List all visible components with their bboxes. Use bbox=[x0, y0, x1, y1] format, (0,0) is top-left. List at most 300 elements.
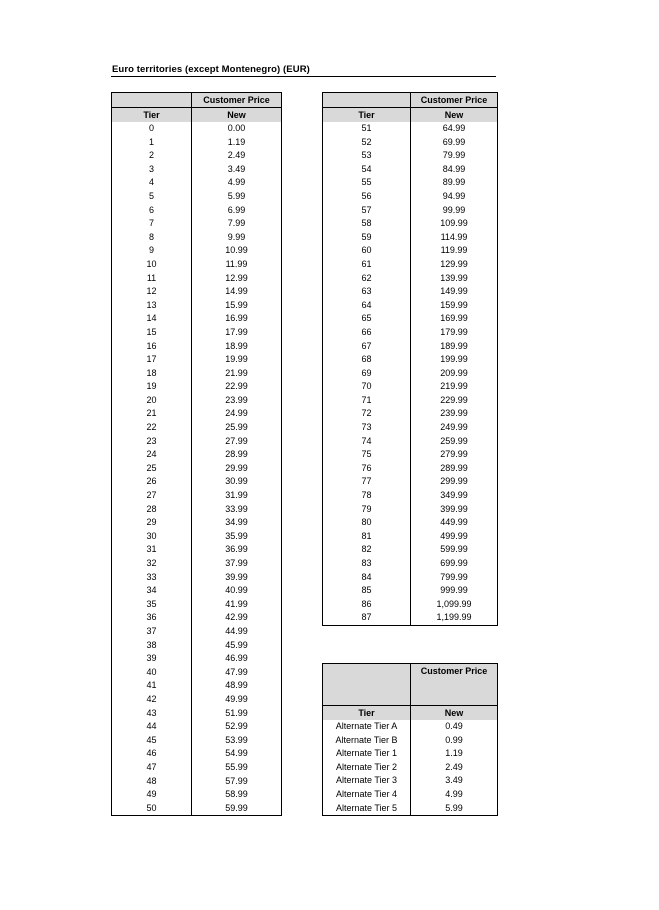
price-cell: 16.99 bbox=[192, 312, 282, 326]
price-cell: 57.99 bbox=[192, 775, 282, 789]
tier-cell: 19 bbox=[112, 380, 192, 394]
price-cell: 84.99 bbox=[411, 163, 498, 177]
table-body bbox=[323, 93, 498, 626]
price-cell: 36.99 bbox=[192, 543, 282, 557]
table-row bbox=[323, 190, 498, 204]
price-cell: 58.99 bbox=[192, 788, 282, 802]
price-cell: 49.99 bbox=[192, 693, 282, 707]
tier-cell: 6 bbox=[112, 204, 192, 218]
table-header-row bbox=[323, 664, 498, 706]
table-header-row bbox=[112, 93, 282, 108]
tier-cell: 7 bbox=[112, 217, 192, 231]
table-row bbox=[323, 571, 498, 585]
price-cell: 30.99 bbox=[192, 475, 282, 489]
price-cell: 0.99 bbox=[411, 734, 498, 748]
tier-cell: 23 bbox=[112, 435, 192, 449]
price-cell: 55.99 bbox=[192, 761, 282, 775]
tier-cell: 44 bbox=[112, 720, 192, 734]
table-row bbox=[323, 462, 498, 476]
tier-cell: 38 bbox=[112, 639, 192, 653]
tier-cell: 67 bbox=[323, 340, 411, 354]
price-cell: 349.99 bbox=[411, 489, 498, 503]
price-cell: 29.99 bbox=[192, 462, 282, 476]
table-row bbox=[323, 747, 498, 761]
table-header-row bbox=[323, 108, 498, 123]
table-row bbox=[112, 693, 282, 707]
tier-cell: 24 bbox=[112, 448, 192, 462]
table-row bbox=[112, 571, 282, 585]
tier-cell: 82 bbox=[323, 543, 411, 557]
table-row bbox=[112, 679, 282, 693]
table-row bbox=[323, 136, 498, 150]
table-row bbox=[112, 340, 282, 354]
price-cell: 19.99 bbox=[192, 353, 282, 367]
price-cell: 9.99 bbox=[192, 231, 282, 245]
column-header-tier: Tier bbox=[112, 108, 192, 123]
table-row bbox=[323, 720, 498, 734]
tier-cell: 76 bbox=[323, 462, 411, 476]
price-table-alternate-tiers bbox=[322, 663, 498, 816]
tier-cell: 65 bbox=[323, 312, 411, 326]
table-row bbox=[112, 258, 282, 272]
price-cell: 119.99 bbox=[411, 244, 498, 258]
table-row bbox=[323, 407, 498, 421]
price-cell: 34.99 bbox=[192, 516, 282, 530]
column-header-customer-price: Customer Price bbox=[411, 93, 498, 108]
price-cell: 129.99 bbox=[411, 258, 498, 272]
tier-cell: 8 bbox=[112, 231, 192, 245]
table-row bbox=[112, 231, 282, 245]
tier-cell: 18 bbox=[112, 367, 192, 381]
tier-cell: 46 bbox=[112, 747, 192, 761]
table-body bbox=[323, 664, 498, 816]
price-cell: 21.99 bbox=[192, 367, 282, 381]
tier-cell: 48 bbox=[112, 775, 192, 789]
tier-cell: 14 bbox=[112, 312, 192, 326]
price-cell: 3.49 bbox=[192, 163, 282, 177]
price-cell: 799.99 bbox=[411, 571, 498, 585]
table-row bbox=[323, 285, 498, 299]
price-cell: 4.99 bbox=[192, 176, 282, 190]
tier-cell: 45 bbox=[112, 734, 192, 748]
table-row bbox=[323, 163, 498, 177]
tier-cell: 55 bbox=[323, 176, 411, 190]
table-row bbox=[112, 353, 282, 367]
price-cell: 229.99 bbox=[411, 394, 498, 408]
price-cell: 79.99 bbox=[411, 149, 498, 163]
tier-cell: 22 bbox=[112, 421, 192, 435]
price-cell: 499.99 bbox=[411, 530, 498, 544]
price-cell: 41.99 bbox=[192, 598, 282, 612]
tier-cell: 47 bbox=[112, 761, 192, 775]
table-row bbox=[323, 584, 498, 598]
tier-cell: 62 bbox=[323, 272, 411, 286]
price-cell: 999.99 bbox=[411, 584, 498, 598]
price-cell: 1.19 bbox=[411, 747, 498, 761]
tier-cell: 74 bbox=[323, 435, 411, 449]
price-cell: 114.99 bbox=[411, 231, 498, 245]
table-row bbox=[323, 394, 498, 408]
table-row bbox=[323, 802, 498, 816]
price-cell: 27.99 bbox=[192, 435, 282, 449]
price-cell: 35.99 bbox=[192, 530, 282, 544]
table-row bbox=[323, 122, 498, 136]
price-cell: 14.99 bbox=[192, 285, 282, 299]
tier-cell: 16 bbox=[112, 340, 192, 354]
column-header-customer-price: Customer Price bbox=[192, 93, 282, 108]
table-row bbox=[112, 448, 282, 462]
tier-cell: 60 bbox=[323, 244, 411, 258]
price-cell: 399.99 bbox=[411, 503, 498, 517]
table-row bbox=[323, 231, 498, 245]
tier-cell: 69 bbox=[323, 367, 411, 381]
price-table-tiers-0-50 bbox=[111, 92, 282, 816]
table-row bbox=[323, 503, 498, 517]
table-row bbox=[323, 774, 498, 788]
price-cell: 259.99 bbox=[411, 435, 498, 449]
table-row bbox=[112, 190, 282, 204]
table-row bbox=[112, 367, 282, 381]
table-row bbox=[323, 611, 498, 625]
price-cell: 159.99 bbox=[411, 299, 498, 313]
price-cell: 219.99 bbox=[411, 380, 498, 394]
table-row bbox=[112, 557, 282, 571]
price-cell: 0.49 bbox=[411, 720, 498, 734]
tier-cell: 1 bbox=[112, 136, 192, 150]
tier-cell: 49 bbox=[112, 788, 192, 802]
tier-cell: 37 bbox=[112, 625, 192, 639]
table-row bbox=[112, 380, 282, 394]
price-cell: 2.49 bbox=[192, 149, 282, 163]
price-cell: 48.99 bbox=[192, 679, 282, 693]
price-cell: 2.49 bbox=[411, 761, 498, 775]
tier-cell: 15 bbox=[112, 326, 192, 340]
tier-cell: 0 bbox=[112, 122, 192, 136]
tier-cell: 27 bbox=[112, 489, 192, 503]
price-cell: 53.99 bbox=[192, 734, 282, 748]
column-header-new: New bbox=[411, 108, 498, 123]
column-header-tier-blank bbox=[112, 93, 192, 108]
price-cell: 189.99 bbox=[411, 340, 498, 354]
table-row bbox=[112, 734, 282, 748]
price-cell: 699.99 bbox=[411, 557, 498, 571]
tier-cell: 66 bbox=[323, 326, 411, 340]
tier-cell: 21 bbox=[112, 407, 192, 421]
price-cell: 5.99 bbox=[192, 190, 282, 204]
tier-cell: 71 bbox=[323, 394, 411, 408]
price-cell: 11.99 bbox=[192, 258, 282, 272]
tier-cell: 11 bbox=[112, 272, 192, 286]
tier-cell: 35 bbox=[112, 598, 192, 612]
price-cell: 42.99 bbox=[192, 611, 282, 625]
table-row bbox=[112, 543, 282, 557]
tier-cell: 32 bbox=[112, 557, 192, 571]
price-cell: 47.99 bbox=[192, 666, 282, 680]
tier-cell: 13 bbox=[112, 299, 192, 313]
price-cell: 46.99 bbox=[192, 652, 282, 666]
tier-cell: Alternate Tier A bbox=[323, 720, 411, 734]
price-cell: 599.99 bbox=[411, 543, 498, 557]
table-row bbox=[323, 598, 498, 612]
table-row bbox=[112, 272, 282, 286]
table-row bbox=[323, 421, 498, 435]
price-cell: 149.99 bbox=[411, 285, 498, 299]
price-cell: 209.99 bbox=[411, 367, 498, 381]
tier-cell: 51 bbox=[323, 122, 411, 136]
table-row bbox=[323, 734, 498, 748]
tier-cell: Alternate Tier 1 bbox=[323, 747, 411, 761]
table-row bbox=[112, 639, 282, 653]
table-row bbox=[112, 394, 282, 408]
tier-cell: 86 bbox=[323, 598, 411, 612]
tier-cell: 28 bbox=[112, 503, 192, 517]
price-cell: 249.99 bbox=[411, 421, 498, 435]
tier-cell: Alternate Tier 4 bbox=[323, 788, 411, 802]
price-cell: 37.99 bbox=[192, 557, 282, 571]
table-row bbox=[323, 217, 498, 231]
table-row bbox=[323, 367, 498, 381]
tier-cell: Alternate Tier B bbox=[323, 734, 411, 748]
price-cell: 23.99 bbox=[192, 394, 282, 408]
tier-cell: 52 bbox=[323, 136, 411, 150]
table-row bbox=[112, 598, 282, 612]
column-header-new: New bbox=[411, 706, 498, 721]
price-cell: 1.19 bbox=[192, 136, 282, 150]
tier-cell: 81 bbox=[323, 530, 411, 544]
price-cell: 25.99 bbox=[192, 421, 282, 435]
price-cell: 59.99 bbox=[192, 802, 282, 816]
tier-cell: 4 bbox=[112, 176, 192, 190]
price-cell: 3.49 bbox=[411, 774, 498, 788]
price-cell: 24.99 bbox=[192, 407, 282, 421]
tier-cell: 53 bbox=[323, 149, 411, 163]
page-title: Euro territories (except Montenegro) (EUR) bbox=[112, 64, 310, 75]
price-cell: 12.99 bbox=[192, 272, 282, 286]
tier-cell: 85 bbox=[323, 584, 411, 598]
table-row bbox=[112, 530, 282, 544]
table-row bbox=[112, 312, 282, 326]
table-row bbox=[112, 299, 282, 313]
table-row bbox=[323, 176, 498, 190]
tier-cell: 39 bbox=[112, 652, 192, 666]
table-row bbox=[112, 584, 282, 598]
tier-cell: 77 bbox=[323, 475, 411, 489]
tier-cell: 5 bbox=[112, 190, 192, 204]
price-cell: 52.99 bbox=[192, 720, 282, 734]
table-row bbox=[112, 136, 282, 150]
tier-cell: 80 bbox=[323, 516, 411, 530]
price-cell: 5.99 bbox=[411, 802, 498, 816]
table-row bbox=[323, 516, 498, 530]
price-cell: 69.99 bbox=[411, 136, 498, 150]
price-cell: 89.99 bbox=[411, 176, 498, 190]
table-row bbox=[323, 149, 498, 163]
tier-cell: 10 bbox=[112, 258, 192, 272]
table-row bbox=[112, 326, 282, 340]
price-cell: 31.99 bbox=[192, 489, 282, 503]
price-cell: 109.99 bbox=[411, 217, 498, 231]
table-row bbox=[323, 530, 498, 544]
table-row bbox=[323, 489, 498, 503]
tier-cell: 40 bbox=[112, 666, 192, 680]
table-row bbox=[323, 448, 498, 462]
title-underline bbox=[111, 76, 496, 77]
price-cell: 17.99 bbox=[192, 326, 282, 340]
tier-cell: 17 bbox=[112, 353, 192, 367]
table-row bbox=[112, 666, 282, 680]
table-header-row bbox=[323, 706, 498, 721]
tier-cell: 58 bbox=[323, 217, 411, 231]
table-row bbox=[323, 299, 498, 313]
table-row bbox=[112, 761, 282, 775]
table-row bbox=[112, 244, 282, 258]
tier-cell: 54 bbox=[323, 163, 411, 177]
table-row bbox=[112, 176, 282, 190]
table-row bbox=[112, 747, 282, 761]
tier-cell: 56 bbox=[323, 190, 411, 204]
column-header-tier: Tier bbox=[323, 108, 411, 123]
table-row bbox=[323, 353, 498, 367]
tier-cell: 70 bbox=[323, 380, 411, 394]
table-row bbox=[323, 543, 498, 557]
price-cell: 1,099.99 bbox=[411, 598, 498, 612]
tier-cell: 29 bbox=[112, 516, 192, 530]
price-cell: 1,199.99 bbox=[411, 611, 498, 625]
table-row bbox=[323, 272, 498, 286]
tier-cell: 87 bbox=[323, 611, 411, 625]
table-row bbox=[112, 707, 282, 721]
price-cell: 299.99 bbox=[411, 475, 498, 489]
table-row bbox=[323, 557, 498, 571]
tier-cell: 73 bbox=[323, 421, 411, 435]
price-cell: 4.99 bbox=[411, 788, 498, 802]
table-row bbox=[112, 720, 282, 734]
price-cell: 64.99 bbox=[411, 122, 498, 136]
table-body bbox=[112, 93, 282, 816]
price-cell: 94.99 bbox=[411, 190, 498, 204]
tier-cell: 43 bbox=[112, 707, 192, 721]
price-cell: 33.99 bbox=[192, 503, 282, 517]
price-cell: 6.99 bbox=[192, 204, 282, 218]
table-row bbox=[112, 217, 282, 231]
tier-cell: 3 bbox=[112, 163, 192, 177]
tier-cell: 20 bbox=[112, 394, 192, 408]
tier-cell: 34 bbox=[112, 584, 192, 598]
table-header-row bbox=[323, 93, 498, 108]
table-row bbox=[112, 285, 282, 299]
table-row bbox=[323, 340, 498, 354]
price-cell: 54.99 bbox=[192, 747, 282, 761]
table-row bbox=[323, 244, 498, 258]
price-cell: 22.99 bbox=[192, 380, 282, 394]
tier-cell: 31 bbox=[112, 543, 192, 557]
tier-cell: 68 bbox=[323, 353, 411, 367]
column-header-tier-blank bbox=[323, 664, 411, 706]
table-row bbox=[112, 163, 282, 177]
tier-cell: 64 bbox=[323, 299, 411, 313]
price-cell: 51.99 bbox=[192, 707, 282, 721]
table-row bbox=[323, 312, 498, 326]
table-row bbox=[112, 516, 282, 530]
price-cell: 169.99 bbox=[411, 312, 498, 326]
price-cell: 139.99 bbox=[411, 272, 498, 286]
price-cell: 199.99 bbox=[411, 353, 498, 367]
price-table-tiers-51-87 bbox=[322, 92, 498, 626]
tier-cell: 75 bbox=[323, 448, 411, 462]
price-cell: 18.99 bbox=[192, 340, 282, 354]
tier-cell: 33 bbox=[112, 571, 192, 585]
table-row bbox=[323, 380, 498, 394]
tier-cell: 79 bbox=[323, 503, 411, 517]
tier-cell: 59 bbox=[323, 231, 411, 245]
price-cell: 279.99 bbox=[411, 448, 498, 462]
price-cell: 45.99 bbox=[192, 639, 282, 653]
table-row bbox=[323, 326, 498, 340]
table-row bbox=[323, 475, 498, 489]
table-row bbox=[112, 625, 282, 639]
column-header-new: New bbox=[192, 108, 282, 123]
table-row bbox=[323, 204, 498, 218]
table-row bbox=[112, 652, 282, 666]
table-row bbox=[112, 435, 282, 449]
table-row bbox=[323, 258, 498, 272]
table-row bbox=[112, 421, 282, 435]
price-cell: 7.99 bbox=[192, 217, 282, 231]
tier-cell: Alternate Tier 5 bbox=[323, 802, 411, 816]
price-cell: 179.99 bbox=[411, 326, 498, 340]
table-header-row bbox=[112, 108, 282, 123]
tier-cell: 57 bbox=[323, 204, 411, 218]
tier-cell: 36 bbox=[112, 611, 192, 625]
table-row bbox=[112, 407, 282, 421]
tier-cell: Alternate Tier 3 bbox=[323, 774, 411, 788]
table-row bbox=[112, 489, 282, 503]
table-row bbox=[112, 788, 282, 802]
tier-cell: 2 bbox=[112, 149, 192, 163]
table-row bbox=[112, 204, 282, 218]
table-row bbox=[112, 475, 282, 489]
table-row bbox=[112, 802, 282, 816]
tier-cell: 83 bbox=[323, 557, 411, 571]
table-row bbox=[323, 435, 498, 449]
tier-cell: 50 bbox=[112, 802, 192, 816]
table-row bbox=[112, 775, 282, 789]
price-cell: 289.99 bbox=[411, 462, 498, 476]
column-header-tier: Tier bbox=[323, 706, 411, 721]
tier-cell: 72 bbox=[323, 407, 411, 421]
tier-cell: 63 bbox=[323, 285, 411, 299]
tier-cell: 78 bbox=[323, 489, 411, 503]
price-cell: 40.99 bbox=[192, 584, 282, 598]
table-row bbox=[323, 761, 498, 775]
price-cell: 39.99 bbox=[192, 571, 282, 585]
table-row bbox=[112, 462, 282, 476]
tier-cell: 41 bbox=[112, 679, 192, 693]
tier-cell: 9 bbox=[112, 244, 192, 258]
tier-cell: 42 bbox=[112, 693, 192, 707]
price-cell: 449.99 bbox=[411, 516, 498, 530]
price-cell: 44.99 bbox=[192, 625, 282, 639]
price-cell: 10.99 bbox=[192, 244, 282, 258]
tier-cell: 26 bbox=[112, 475, 192, 489]
price-cell: 15.99 bbox=[192, 299, 282, 313]
tier-cell: 30 bbox=[112, 530, 192, 544]
table-row bbox=[323, 788, 498, 802]
table-row bbox=[112, 122, 282, 136]
price-cell: 0.00 bbox=[192, 122, 282, 136]
tier-cell: 25 bbox=[112, 462, 192, 476]
price-cell: 28.99 bbox=[192, 448, 282, 462]
